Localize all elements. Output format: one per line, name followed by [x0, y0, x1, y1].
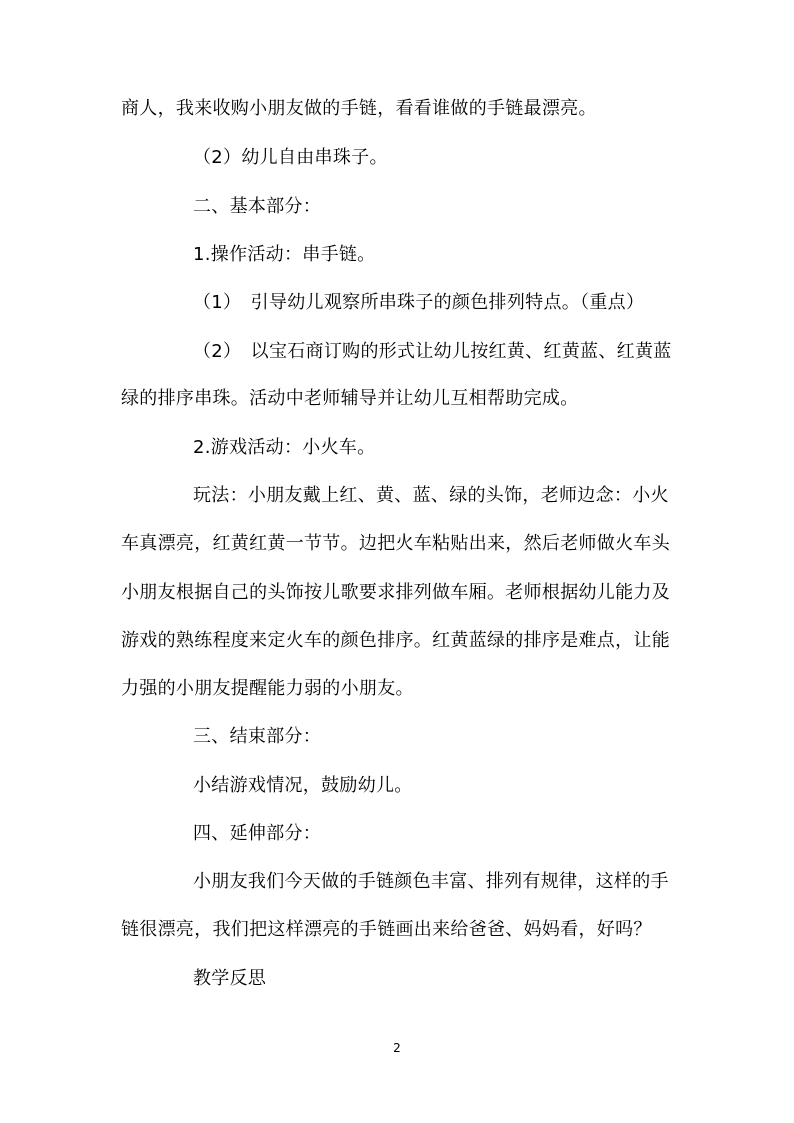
page-number: 2: [393, 1041, 401, 1055]
section-heading: 四、延伸部分：: [193, 823, 322, 844]
subsection-heading: 1.操作活动：串手链。: [193, 244, 376, 265]
paragraph-line: 游戏的熟练程度来定火车的颜色排序。红黄蓝绿的排序是难点，让能: [121, 630, 670, 651]
section-heading: 二、基本部分：: [193, 196, 322, 217]
paragraph-line: （1） 引导幼儿观察所串珠子的颜色排列特点。（重点）: [193, 292, 645, 313]
paragraph-line: （2） 以宝石商订购的形式让幼儿按红黄、红黄蓝、红黄蓝: [193, 341, 672, 362]
paragraph-line: 玩法：小朋友戴上红、黄、蓝、绿的头饰，老师边念：小火: [193, 485, 669, 506]
paragraph-line: （2）幼儿自由串珠子。: [193, 147, 388, 168]
subsection-heading: 2.游戏活动：小火车。: [193, 437, 376, 458]
paragraph-line: 商人，我来收购小朋友做的手链，看看谁做的手链最漂亮。: [121, 98, 597, 119]
section-heading: 教学反思: [193, 968, 267, 989]
paragraph-line: 力强的小朋友提醒能力弱的小朋友。: [121, 678, 414, 699]
paragraph-line: 小朋友根据自己的头饰按儿歌要求排列做车厢。老师根据幼儿能力及: [121, 582, 670, 603]
section-heading: 三、结束部分：: [193, 726, 322, 747]
paragraph-line: 小结游戏情况，鼓励幼儿。: [193, 775, 413, 796]
paragraph-line: 小朋友我们今天做的手链颜色丰富、排列有规律，这样的手: [193, 871, 669, 892]
paragraph-line: 绿的排序串珠。活动中老师辅导并让幼儿互相帮助完成。: [121, 388, 579, 409]
paragraph-line: 链很漂亮，我们把这样漂亮的手链画出来给爸爸、妈妈看，好吗？: [121, 919, 652, 940]
paragraph-line: 车真漂亮，红黄红黄一节节。边把火车粘贴出来，然后老师做火车头: [121, 533, 670, 554]
